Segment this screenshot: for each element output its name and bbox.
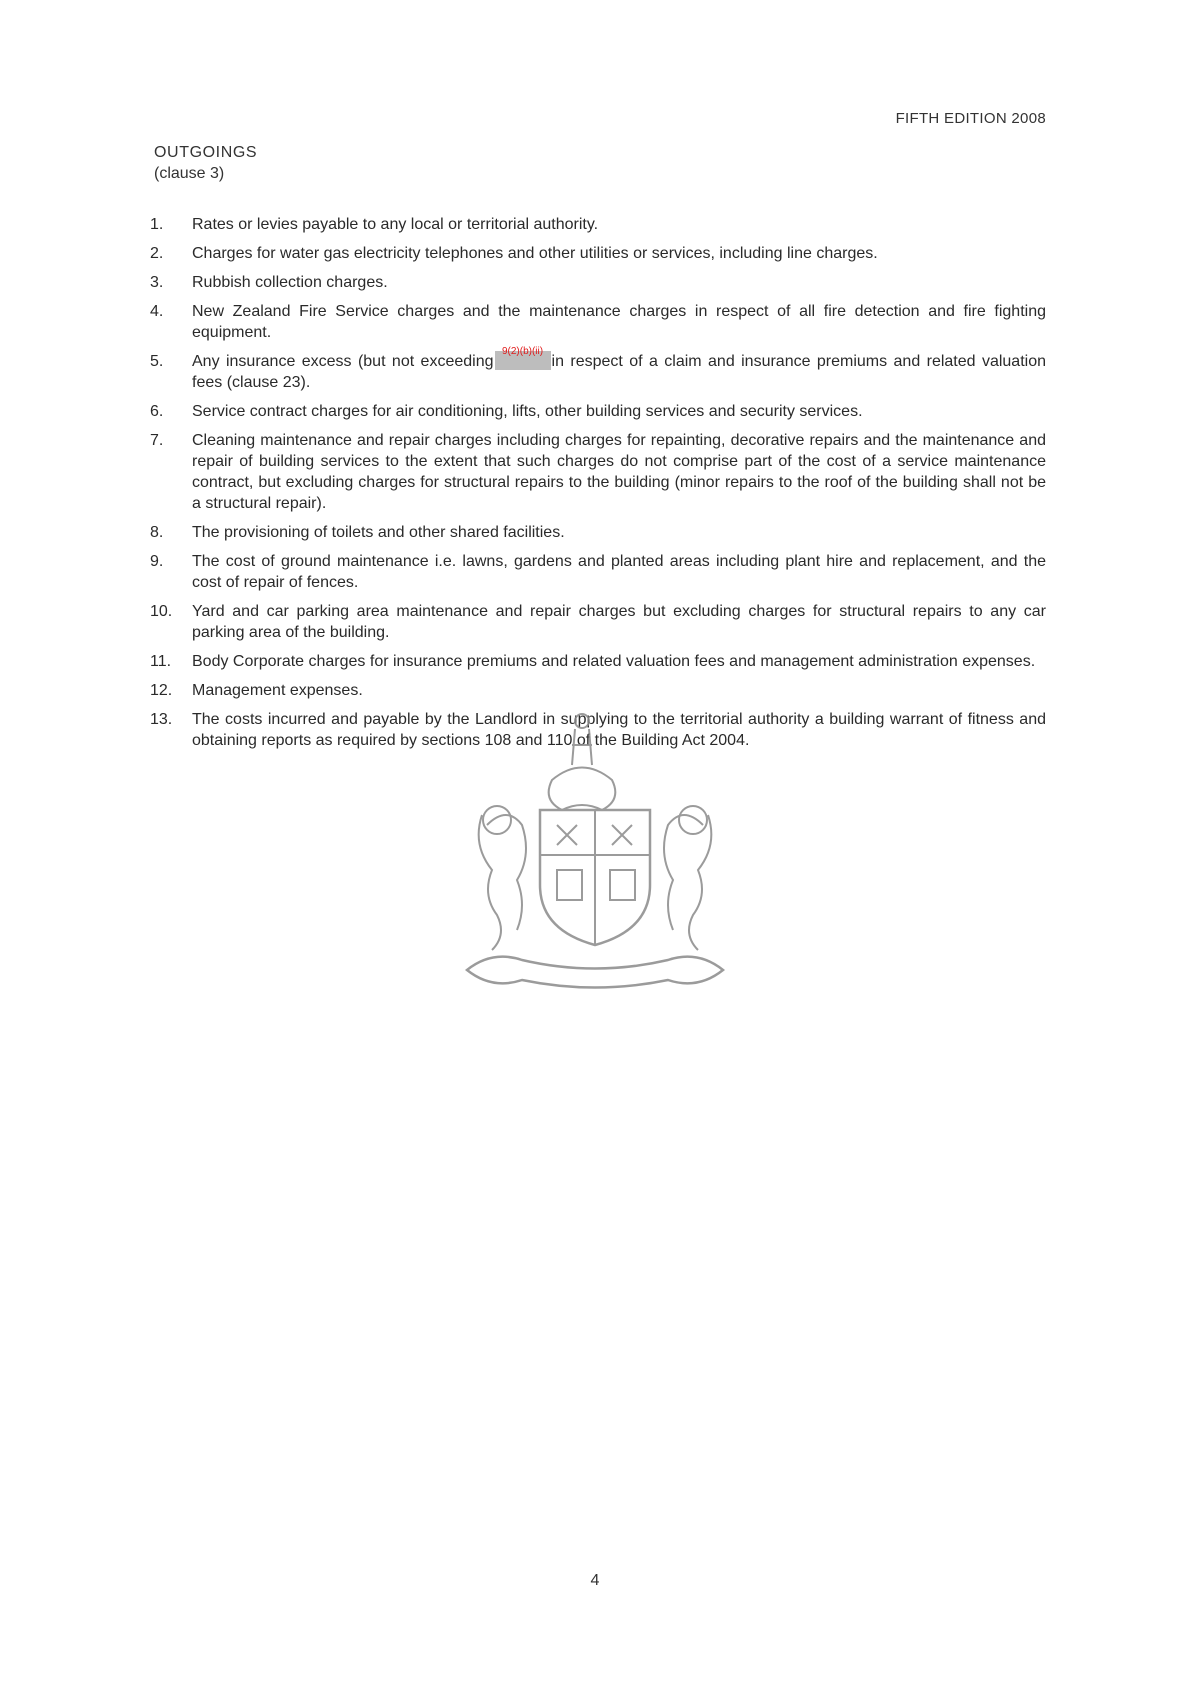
item-text: The costs incurred and payable by the Landlord in supplying to the territorial authority a building warrant of fitness and obtaining reports as required by sections 108 and 110 of the Building Act 2004. [192,711,1046,749]
page-number: 4 [590,1572,600,1589]
item-text: The provisioning of toilets and other shared facilities. [192,524,565,541]
item-text: Cleaning maintenance and repair charges including charges for repainting, decorative repairs and the maintenance and repair of building services to the extent that such charges do not comprise part of the cost of a service maintenance contract, but excluding charges for structural repairs to the building (minor repairs to the roof of the building shall not be a structural repair). [192,432,1046,512]
item-number: 10. [150,603,173,620]
section-title: OUTGOINGS [154,144,258,161]
item-number: 1. [150,216,164,233]
right-supporter-icon [664,815,711,950]
item-text: The cost of ground maintenance i.e. lawns, gardens and planted areas including plant hire and replacement, and the cost of repair of fences. [192,553,1046,591]
item-text-after: in respect of a claim and insurance premiums and related valuation fees (clause 23). [192,353,1047,391]
section-subtitle: (clause 3) [154,165,225,182]
item-number: 11. [150,653,172,670]
right-supporter-head-icon [679,806,707,834]
item-number: 3. [150,274,164,291]
item-number: 7. [150,432,164,449]
list-item [150,301,1046,343]
item-number: 9. [150,553,164,570]
item-text: New Zealand Fire Service charges and the maintenance charges in respect of all fire detection and fire fighting equipment. [192,303,1046,341]
coat-of-arms-seal [462,705,728,995]
redaction-box [495,346,551,370]
item-text [192,346,1047,393]
redaction-code: 9(2)(b)(ii) [501,346,544,357]
item-text: Rubbish collection charges. [192,274,388,291]
list-item [150,214,1046,235]
crest-figure-icon [572,729,592,765]
list-item [150,680,1046,701]
list-item [150,601,1046,643]
outgoings-list [150,214,1046,759]
item-text: Yard and car parking area maintenance and repair charges but excluding charges for structural repairs to any car parking area of the building. [192,603,1046,641]
shield-tower-icon [557,870,582,900]
item-text: Body Corporate charges for insurance premiums and related valuation fees and management administration expenses. [192,653,1036,670]
item-text: Rates or levies payable to any local or territorial authority. [192,216,599,233]
item-number: 13. [150,711,173,728]
list-item [150,401,1046,422]
list-item [150,551,1046,593]
list-item [150,346,1047,393]
item-text: Service contract charges for air conditioning, lifts, other building services and security services. [192,403,863,420]
item-text: Management expenses. [192,682,363,699]
edition-label: FIFTH EDITION 2008 [895,110,1046,127]
list-item [150,522,1046,543]
left-supporter-icon [479,815,526,950]
list-item [150,272,1046,293]
item-number: 6. [150,403,164,420]
item-number: 2. [150,245,164,262]
left-supporter-head-icon [483,806,511,834]
list-item [150,430,1046,514]
item-text-before: Any insurance excess (but not exceeding [192,353,494,370]
helm-icon [549,768,616,811]
crest-head-icon [575,714,589,728]
item-number: 5. [150,353,164,370]
list-item [150,651,1046,672]
shield-tower-icon [610,870,635,900]
motto-scroll-icon [467,957,723,988]
item-number: 4. [150,303,164,320]
list-item [150,243,1046,264]
item-text: Charges for water gas electricity telephones and other utilities or services, including line charges. [192,245,878,262]
item-number: 8. [150,524,164,541]
item-number: 12. [150,682,173,699]
